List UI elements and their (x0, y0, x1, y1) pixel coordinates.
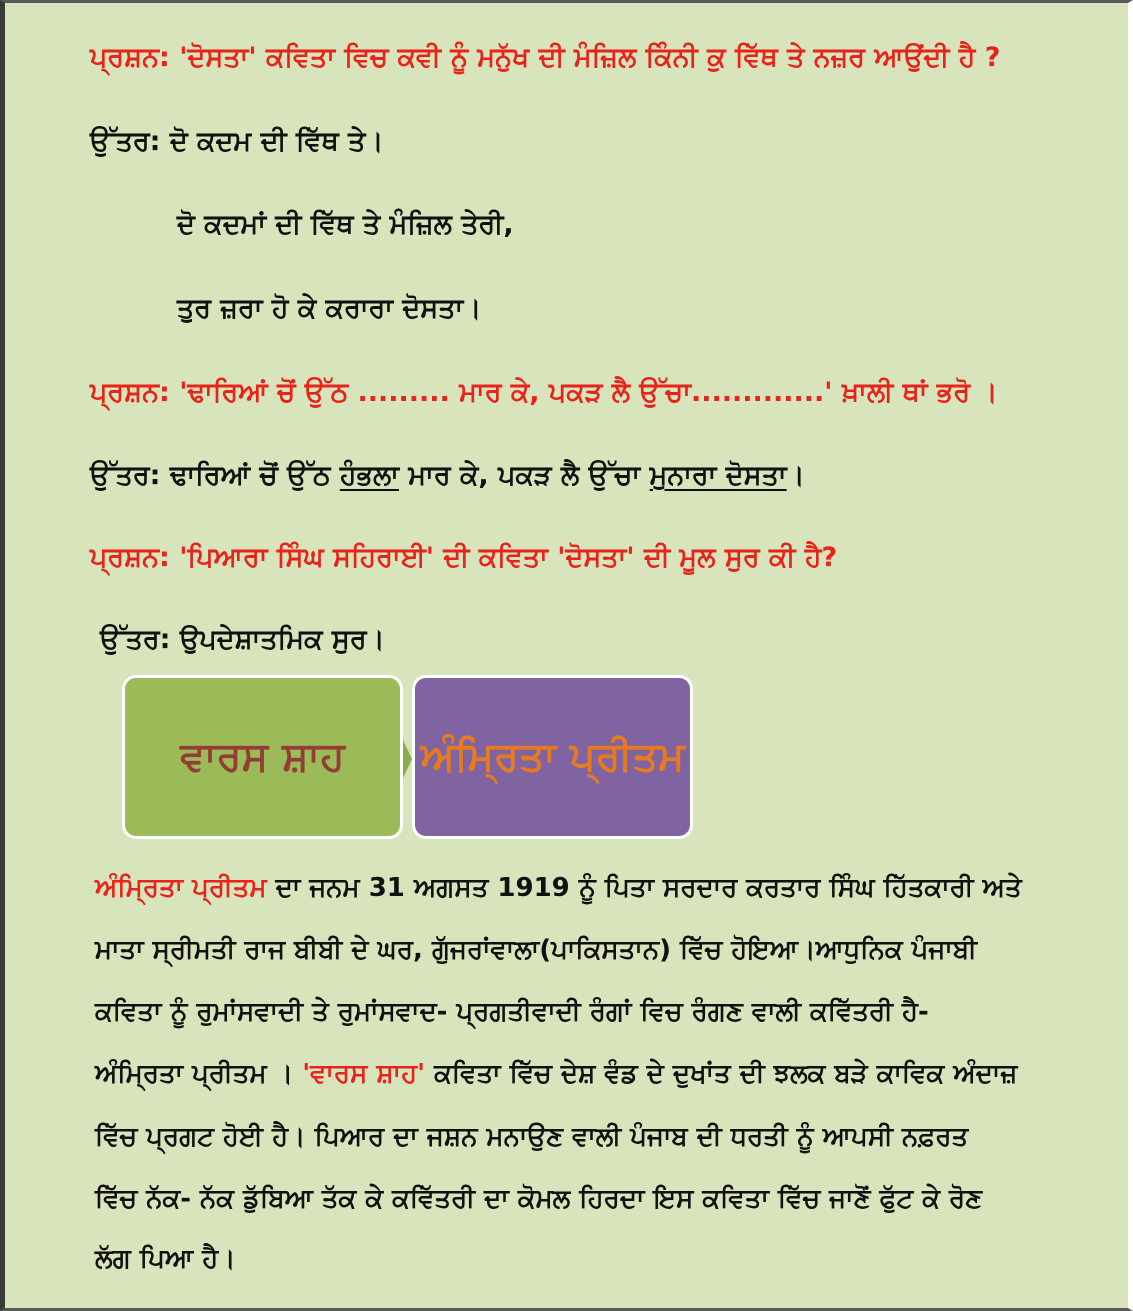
question-prefix: ਪ੍ਰਸ਼ਨ: (90, 377, 170, 408)
answer-prefix: ਉੱਤਰ: (90, 460, 161, 491)
question-1 (90, 41, 1000, 75)
paragraph-line-3: ਕਵਿਤਾ ਨੂੰ ਰੁਮਾਂਸਵਾਦੀ ਤੇ ਰੁਮਾਂਸਵਾਦ- ਪ੍ਰਗਤੀਵਾਦੀ ਰੰਗਾਂ ਵਿਚ ਰੰਗਣ ਵਾਲੀ ਕਵਿੱਤਰੀ ਹੈ- (95, 997, 929, 1027)
paragraph-line-7: ਲੱਗ ਪਿਆ ਹੈ। (95, 1244, 236, 1274)
question-text: 'ਢਾਰਿਆਂ ਚੋਂ ਉੱਠ ......... ਮਾਰ ਕੇ, ਪਕੜ ਲੈ ਉੱਚਾ.............' ਖ਼ਾਲੀ ਥਾਂ ਭਰੋ । (179, 377, 998, 408)
answer-end: । (786, 460, 805, 491)
amrita-pritam-box (412, 675, 693, 839)
question-prefix: ਪ੍ਰਸ਼ਨ: (90, 42, 170, 73)
poem-title-red: 'ਵਾਰਸ ਸ਼ਾਹ' (302, 1059, 426, 1089)
question-3 (90, 541, 837, 575)
answer-prefix: ਉੱਤਰ: (100, 624, 171, 655)
answer-prefix: ਉੱਤਰ: (90, 126, 161, 157)
paragraph-line-5: ਵਿੱਚ ਪ੍ਰਗਟ ਹੋਈ ਹੈ। ਪਿਆਰ ਦਾ ਜਸ਼ਨ ਮਨਾਉਣ ਵਾਲੀ ਪੰਜਾਬ ਦੀ ਧਰਤੀ ਨੂੰ ਆਪਸੀ ਨਫ਼ਰਤ (95, 1122, 969, 1152)
waris-shah-box (122, 675, 403, 839)
answer-blank-2: ਮੁਨਾਰਾ ਦੋਸਤਾ (649, 460, 787, 491)
answer-blank-1: ਹੰਭਲਾ (339, 460, 399, 491)
answer-part-1: ਢਾਰਿਆਂ ਚੋਂ ਉੱਠ (169, 460, 331, 491)
author-name-red: ਅੰਮ੍ਰਿਤਾ ਪ੍ਰੀਤਮ (95, 873, 267, 903)
answer-text: ਦੋ ਕਦਮ ਦੀ ਵਿੱਥ ਤੇ। (169, 126, 384, 157)
question-text: 'ਪਿਆਰਾ ਸਿੰਘ ਸਹਿਰਾਈ' ਦੀ ਕਵਿਤਾ 'ਦੋਸਤਾ' ਦੀ ਮੂਲ ਸੁਰ ਕੀ ਹੈ? (179, 542, 838, 573)
answer-part-2: ਮਾਰ ਕੇ, ਪਕੜ ਲੈ ਉੱਚਾ (408, 460, 641, 491)
question-2 (90, 376, 998, 410)
paragraph-text: ਅੰਮ੍ਰਿਤਾ ਪ੍ਰੀਤਮ । (95, 1059, 294, 1089)
paragraph-line-1 (95, 871, 1022, 905)
answer-2 (90, 459, 805, 493)
paragraph-line-4 (95, 1057, 1017, 1091)
verse-line-1: ਦੋ ਕਦਮਾਂ ਦੀ ਵਿੱਥ ਤੇ ਮੰਜ਼ਿਲ ਤੇਰੀ, (177, 209, 514, 240)
answer-3 (100, 623, 385, 657)
paragraph-line-6: ਵਿੱਚ ਨੱਕ- ਨੱਕ ਡੁੱਬਿਆ ਤੱਕ ਕੇ ਕਵਿੱਤਰੀ ਦਾ ਕੋਮਲ ਹਿਰਦਾ ਇਸ ਕਵਿਤਾ ਵਿੱਚ ਜਾਣੋਂ ਫੁੱਟ ਕੇ ਰੋਣ (95, 1184, 983, 1214)
amrita-pritam-label: ਅੰਮ੍ਰਿਤਾ ਪ੍ਰੀਤਮ (420, 734, 685, 780)
paragraph-text: ਦਾ ਜਨਮ 31 ਅਗਸਤ 1919 ਨੂੰ ਪਿਤਾ ਸਰਦਾਰ ਕਰਤਾਰ ਸਿੰਘ ਹਿੱਤਕਾਰੀ ਅਤੇ (275, 873, 1022, 903)
answer-text: ਉਪਦੇਸ਼ਾਤਮਿਕ ਸੁਰ। (179, 624, 385, 655)
verse-line-2: ਤੁਰ ਜ਼ਰਾ ਹੋ ਕੇ ਕਰਾਰਾ ਦੋਸਤਾ। (177, 293, 482, 324)
question-text: 'ਦੋਸਤਾ' ਕਵਿਤਾ ਵਿਚ ਕਵੀ ਨੂੰ ਮਨੁੱਖ ਦੀ ਮੰਜ਼ਿਲ ਕਿੰਨੀ ਕੁ ਵਿੱਥ ਤੇ ਨਜ਼ਰ ਆਉਂਦੀ ਹੈ ? (179, 42, 1001, 73)
paragraph-line-2: ਮਾਤਾ ਸ੍ਰੀਮਤੀ ਰਾਜ ਬੀਬੀ ਦੇ ਘਰ, ਗੁੱਜਰਾਂਵਾਲਾ(ਪਾਕਿਸਤਾਨ) ਵਿੱਚ ਹੋਇਆ।ਆਧੁਨਿਕ ਪੰਜਾਬੀ (95, 935, 977, 965)
paragraph-text: ਕਵਿਤਾ ਵਿੱਚ ਦੇਸ਼ ਵੰਡ ਦੇ ਦੁਖਾਂਤ ਦੀ ਝਲਕ ਬੜੇ ਕਾਵਿਕ ਅੰਦਾਜ਼ (434, 1059, 1018, 1089)
arrow-icon (403, 740, 412, 778)
waris-shah-label: ਵਾਰਸ ਸ਼ਾਹ (180, 734, 345, 780)
answer-1 (90, 125, 384, 159)
question-prefix: ਪ੍ਰਸ਼ਨ: (90, 542, 170, 573)
